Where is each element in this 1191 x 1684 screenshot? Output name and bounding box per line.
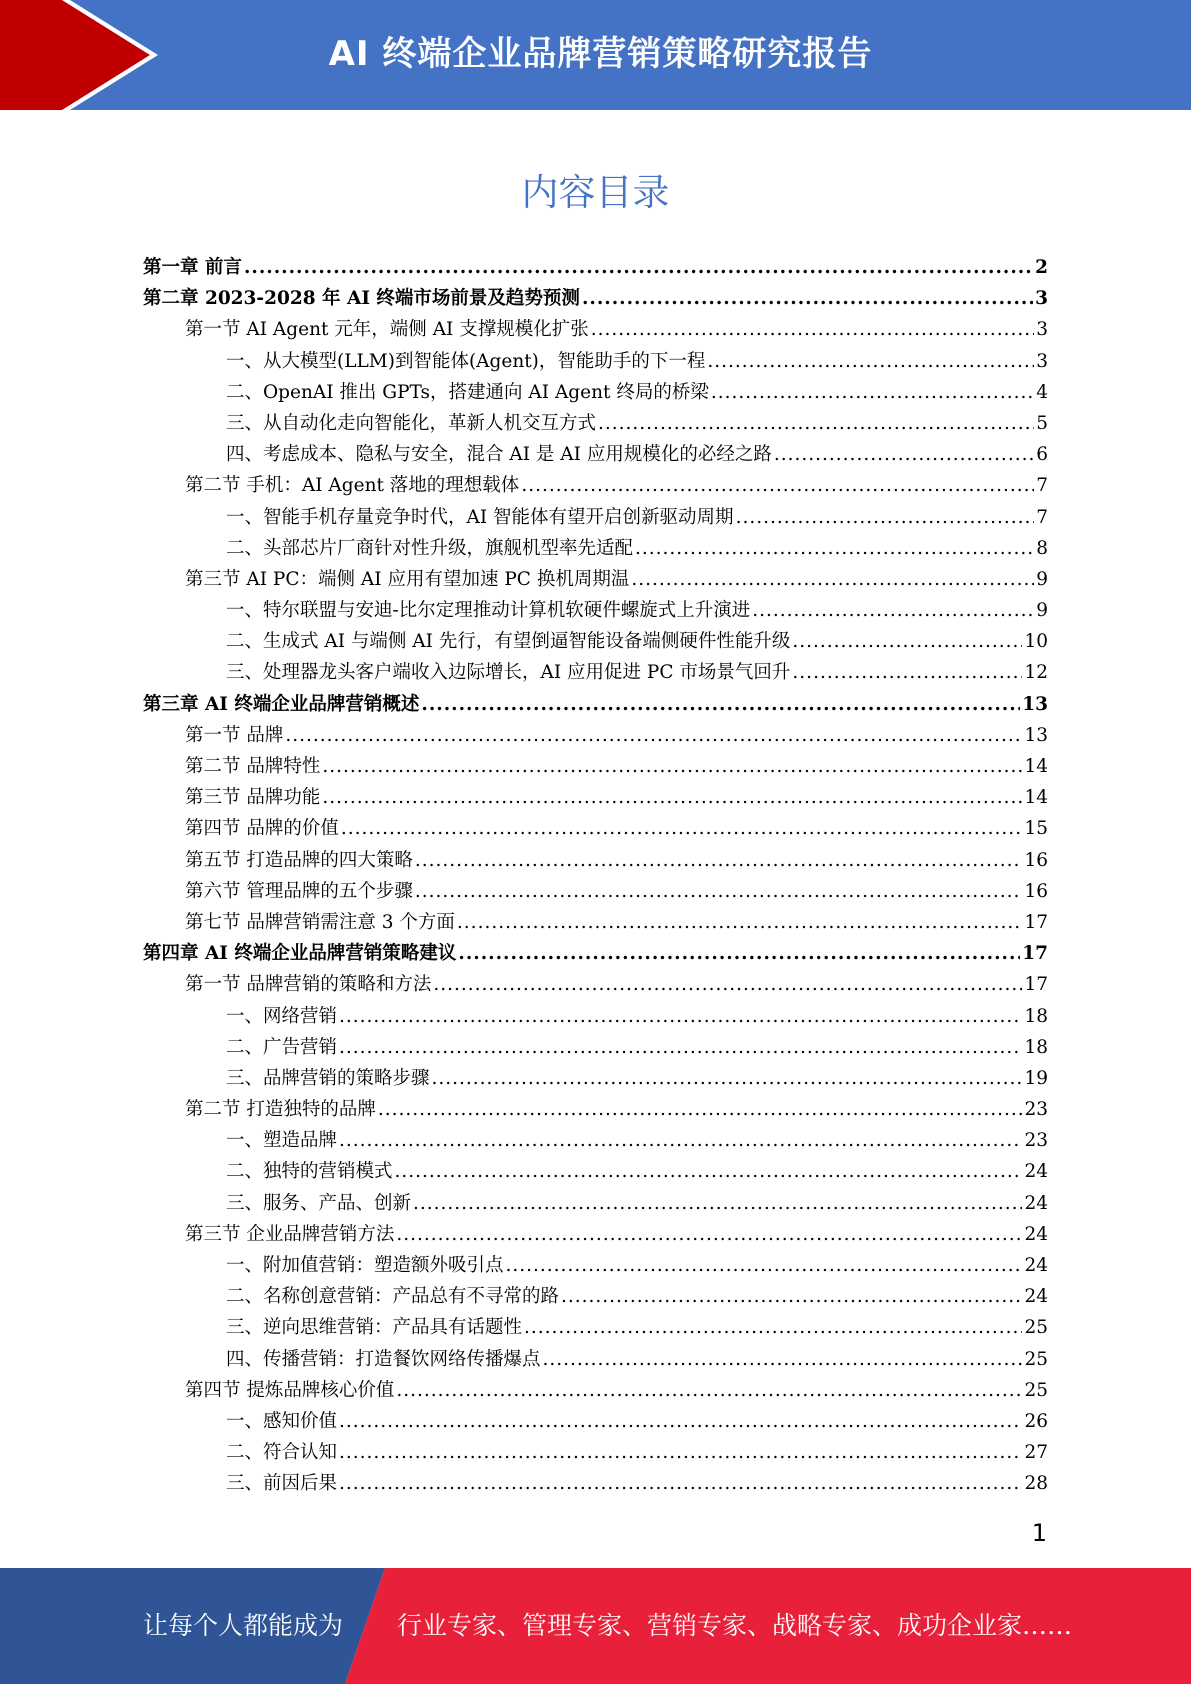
toc-entry-level-3[interactable] xyxy=(143,1345,1048,1376)
toc-entry-page: 4 xyxy=(1036,381,1048,403)
page-footer xyxy=(0,1568,1191,1684)
toc-entry-page: 3 xyxy=(1036,319,1048,341)
toc-entry-title: 二、符合认知 xyxy=(226,1442,338,1464)
toc-entry-title: 第三节 AI PC：端侧 AI 应用有望加速 PC 换机周期温 xyxy=(185,568,630,590)
toc-entry-title: 三、前因后果 xyxy=(226,1473,338,1495)
toc-entry-page: 19 xyxy=(1024,1067,1048,1089)
toc-entry-title: 第一节 品牌 xyxy=(185,724,284,746)
toc-entry-level-3[interactable] xyxy=(143,658,1048,689)
toc-entry-title: 第一章 前言 xyxy=(143,257,242,278)
toc-dot-leader xyxy=(736,506,1035,530)
toc-entry-title: 第四章 AI 终端企业品牌营销策略建议 xyxy=(143,943,457,965)
toc-entry-page: 9 xyxy=(1036,600,1048,622)
toc-entry-title: 二、广告营销 xyxy=(226,1036,338,1058)
toc-entry-title: 一、感知价值 xyxy=(226,1410,338,1432)
toc-entry-title: 第三节 品牌功能 xyxy=(185,787,321,809)
toc-entry-level-2[interactable] xyxy=(143,877,1048,908)
toc-entry-page: 23 xyxy=(1024,1099,1048,1121)
toc-entry-level-3[interactable] xyxy=(143,1064,1048,1095)
toc-entry-level-3[interactable] xyxy=(143,1313,1048,1344)
toc-entry-page: 27 xyxy=(1024,1442,1048,1464)
toc-dot-leader xyxy=(582,287,1033,311)
toc-entry-level-3[interactable] xyxy=(143,1126,1048,1157)
toc-entry-title: 二、独特的营销模式 xyxy=(226,1161,393,1183)
toc-entry-level-3[interactable] xyxy=(143,503,1048,534)
toc-entry-level-3[interactable] xyxy=(143,1469,1048,1500)
toc-entry-page: 3 xyxy=(1036,350,1048,372)
toc-dot-leader xyxy=(396,1379,1022,1403)
toc-entry-page: 24 xyxy=(1024,1223,1048,1245)
toc-entry-page: 3 xyxy=(1035,288,1048,310)
toc-entry-level-1[interactable] xyxy=(143,690,1048,721)
toc-entry-level-2[interactable] xyxy=(143,846,1048,877)
toc-entry-title: 三、处理器龙头客户端收入边际增长，AI 应用促进 PC 市场景气回升 xyxy=(226,662,791,684)
toc-dot-leader xyxy=(711,381,1034,405)
toc-entry-title: 一、附加值营销：塑造额外吸引点 xyxy=(226,1255,504,1276)
toc-entry-level-2[interactable] xyxy=(143,1220,1048,1251)
toc-entry-page: 12 xyxy=(1024,662,1048,684)
toc-entry-title: 二、头部芯片厂商针对性升级，旗舰机型率先适配 xyxy=(226,537,634,559)
toc-dot-leader xyxy=(524,1316,1022,1340)
toc-entry-title: 第五节 打造品牌的四大策略 xyxy=(185,849,413,871)
toc-entry-level-2[interactable] xyxy=(143,565,1048,596)
toc-entry-page: 18 xyxy=(1024,1036,1048,1058)
toc-entry-page: 26 xyxy=(1024,1410,1048,1432)
toc-entry-page: 13 xyxy=(1022,693,1048,715)
toc-entry-level-2[interactable] xyxy=(143,814,1048,845)
toc-dot-leader xyxy=(339,1036,1022,1060)
toc-dot-leader xyxy=(598,412,1034,436)
toc-entry-page: 17 xyxy=(1022,943,1048,965)
toc-entry-page: 24 xyxy=(1024,1286,1048,1308)
toc-entry-level-2[interactable] xyxy=(143,1095,1048,1126)
toc-dot-leader xyxy=(792,661,1022,685)
toc-dot-leader xyxy=(339,1005,1022,1029)
toc-dot-leader xyxy=(339,1129,1022,1153)
toc-dot-leader xyxy=(339,1472,1022,1496)
toc-dot-leader xyxy=(561,1285,1022,1309)
footer-slogan-right: 行业专家、管理专家、营销专家、战略专家、成功企业家…… xyxy=(397,1611,1073,1640)
toc-entry-level-3[interactable] xyxy=(143,1282,1048,1313)
toc-dot-leader xyxy=(591,318,1034,342)
toc-entry-level-3[interactable] xyxy=(143,1157,1048,1188)
toc-dot-leader xyxy=(244,256,1033,280)
toc-dot-leader xyxy=(457,911,1023,935)
toc-entry-page: 14 xyxy=(1024,756,1048,777)
toc-entry-title: 第二章 2023-2028 年 AI 终端市场前景及趋势预测 xyxy=(143,288,580,310)
toc-entry-page: 25 xyxy=(1024,1317,1048,1339)
toc-entry-page: 24 xyxy=(1024,1192,1048,1214)
toc-dot-leader xyxy=(341,817,1023,841)
toc-entry-page: 16 xyxy=(1024,849,1048,871)
toc-entry-title: 四、考虑成本、隐私与安全，混合 AI 是 AI 应用规模化的必经之路 xyxy=(226,444,772,466)
toc-entry-title: 第一节 AI Agent 元年，端侧 AI 支撑规模化扩张 xyxy=(185,319,589,341)
toc-entry-title: 第一节 品牌营销的策略和方法 xyxy=(185,974,432,996)
toc-dot-leader xyxy=(339,1441,1022,1465)
toc-dot-leader xyxy=(543,1348,1023,1372)
toc-entry-level-3[interactable] xyxy=(143,1438,1048,1469)
toc-entry-page: 28 xyxy=(1024,1473,1048,1495)
toc-dot-leader xyxy=(506,1254,1023,1278)
toc-entry-level-3[interactable] xyxy=(143,440,1048,471)
toc-entry-page: 6 xyxy=(1036,444,1048,466)
toc-entry-page: 13 xyxy=(1024,724,1048,746)
toc-entry-level-3[interactable] xyxy=(143,596,1048,627)
toc-entry-level-3[interactable] xyxy=(143,627,1048,658)
toc-entry-title: 第二节 打造独特的品牌 xyxy=(185,1099,376,1121)
toc-entry-level-1[interactable] xyxy=(143,284,1048,315)
toc-entry-title: 二、生成式 AI 与端侧 AI 先行，有望倒逼智能设备端侧硬件性能升级 xyxy=(226,631,791,653)
toc-dot-leader xyxy=(378,1098,1023,1122)
toc-entry-page: 23 xyxy=(1024,1130,1048,1152)
page-header xyxy=(0,0,1191,110)
toc-entry-title: 三、品牌营销的策略步骤 xyxy=(226,1067,430,1089)
toc-entry-level-2[interactable] xyxy=(143,471,1048,502)
toc-entry-page: 8 xyxy=(1036,537,1048,559)
toc-entry-title: 一、智能手机存量竞争时代，AI 智能体有望开启创新驱动周期 xyxy=(226,506,734,528)
toc-entry-page: 9 xyxy=(1036,568,1048,590)
toc-dot-leader xyxy=(415,849,1023,873)
toc-entry-title: 第二节 手机：AI Agent 落地的理想载体 xyxy=(185,475,520,497)
toc-dot-leader xyxy=(395,1160,1023,1184)
toc-entry-title: 第四节 品牌的价值 xyxy=(185,818,339,840)
report-title: AI 终端企业品牌营销策略研究报告 xyxy=(328,34,873,74)
toc-dot-leader xyxy=(635,537,1034,561)
toc-heading: 内容目录 xyxy=(521,171,670,214)
toc-entry-page: 7 xyxy=(1036,506,1048,528)
toc-entry-title: 第七节 品牌营销需注意 3 个方面 xyxy=(185,911,455,933)
toc-entry-level-1[interactable] xyxy=(143,939,1048,970)
toc-entry-page: 17 xyxy=(1024,974,1048,996)
toc-entry-title: 二、OpenAI 推出 GPTs，搭建通向 AI Agent 终局的桥梁 xyxy=(226,381,709,403)
footer-slogan-left: 让每个人都能成为 xyxy=(143,1611,344,1640)
toc-entry-page: 14 xyxy=(1024,787,1048,809)
toc-entry-title: 三、从自动化走向智能化，革新人机交互方式 xyxy=(226,412,597,434)
toc-entry-page: 24 xyxy=(1024,1161,1048,1183)
toc-entry-level-3[interactable] xyxy=(143,1407,1048,1438)
toc-entry-title: 第三节 企业品牌营销方法 xyxy=(185,1223,395,1245)
toc-entry-title: 第六节 管理品牌的五个步骤 xyxy=(185,880,413,902)
toc-entry-level-2[interactable] xyxy=(143,783,1048,814)
toc-dot-leader xyxy=(396,1223,1022,1247)
toc-dot-leader xyxy=(774,443,1034,467)
toc-entry-level-1[interactable] xyxy=(143,253,1048,284)
toc-dot-leader xyxy=(458,942,1020,966)
toc-dot-leader xyxy=(432,1067,1023,1091)
toc-dot-leader xyxy=(433,973,1022,997)
toc-entry-page: 25 xyxy=(1024,1348,1048,1370)
toc-entry-page: 5 xyxy=(1036,412,1048,434)
toc-entry-title: 四、传播营销：打造餐饮网络传播爆点 xyxy=(226,1348,541,1370)
toc-entry-title: 三、服务、产品、创新 xyxy=(226,1192,412,1214)
toc-entry-title: 一、网络营销 xyxy=(226,1005,338,1027)
toc-entry-page: 10 xyxy=(1024,631,1048,653)
toc-entry-page: 25 xyxy=(1024,1379,1048,1401)
toc-entry-page: 2 xyxy=(1035,257,1048,278)
toc-dot-leader xyxy=(285,724,1022,748)
toc-entry-level-3[interactable] xyxy=(143,409,1048,440)
toc-dot-leader xyxy=(339,1410,1022,1434)
toc-entry-level-2[interactable] xyxy=(143,752,1048,783)
toc-dot-leader xyxy=(521,474,1034,498)
toc-dot-leader xyxy=(792,630,1022,654)
page-number: 1 xyxy=(1031,1519,1047,1547)
toc-entry-title: 第四节 提炼品牌核心价值 xyxy=(185,1379,395,1401)
toc-entry-page: 15 xyxy=(1024,818,1048,840)
toc-entry-level-2[interactable] xyxy=(143,970,1048,1001)
toc-entry-level-3[interactable] xyxy=(143,1033,1048,1064)
toc-dot-leader xyxy=(707,350,1034,374)
toc-entry-level-3[interactable] xyxy=(143,534,1048,565)
toc-entry-title: 第二节 品牌特性 xyxy=(185,756,321,777)
toc-entry-page: 7 xyxy=(1036,475,1048,497)
table-of-contents xyxy=(143,253,1048,1501)
toc-entry-title: 第三章 AI 终端企业品牌营销概述 xyxy=(143,693,420,715)
toc-dot-leader xyxy=(322,786,1022,810)
toc-dot-leader xyxy=(631,568,1034,592)
toc-entry-title: 三、逆向思维营销：产品具有话题性 xyxy=(226,1317,523,1339)
toc-dot-leader xyxy=(752,599,1034,623)
toc-entry-page: 18 xyxy=(1024,1005,1048,1027)
toc-entry-level-3[interactable] xyxy=(143,1189,1048,1220)
toc-entry-level-2[interactable] xyxy=(143,315,1048,346)
toc-dot-leader xyxy=(413,1192,1022,1216)
toc-dot-leader xyxy=(421,693,1020,717)
toc-entry-title: 二、名称创意营销：产品总有不寻常的路 xyxy=(226,1286,560,1308)
toc-entry-level-3[interactable] xyxy=(143,1002,1048,1033)
toc-dot-leader xyxy=(415,880,1023,904)
toc-entry-level-2[interactable] xyxy=(143,721,1048,752)
toc-entry-title: 一、从大模型(LLM)到智能体(Agent)，智能助手的下一程 xyxy=(226,350,706,372)
toc-entry-level-3[interactable] xyxy=(143,378,1048,409)
toc-entry-page: 24 xyxy=(1024,1255,1048,1276)
toc-entry-level-3[interactable] xyxy=(143,347,1048,378)
toc-dot-leader xyxy=(322,755,1022,779)
toc-entry-level-2[interactable] xyxy=(143,1376,1048,1407)
toc-entry-title: 一、特尔联盟与安迪-比尔定理推动计算机软硬件螺旋式上升演进 xyxy=(226,600,751,622)
toc-entry-page: 17 xyxy=(1024,911,1048,933)
toc-entry-level-2[interactable] xyxy=(143,908,1048,939)
toc-entry-level-3[interactable] xyxy=(143,1251,1048,1282)
toc-entry-title: 一、塑造品牌 xyxy=(226,1130,338,1152)
toc-entry-page: 16 xyxy=(1024,880,1048,902)
